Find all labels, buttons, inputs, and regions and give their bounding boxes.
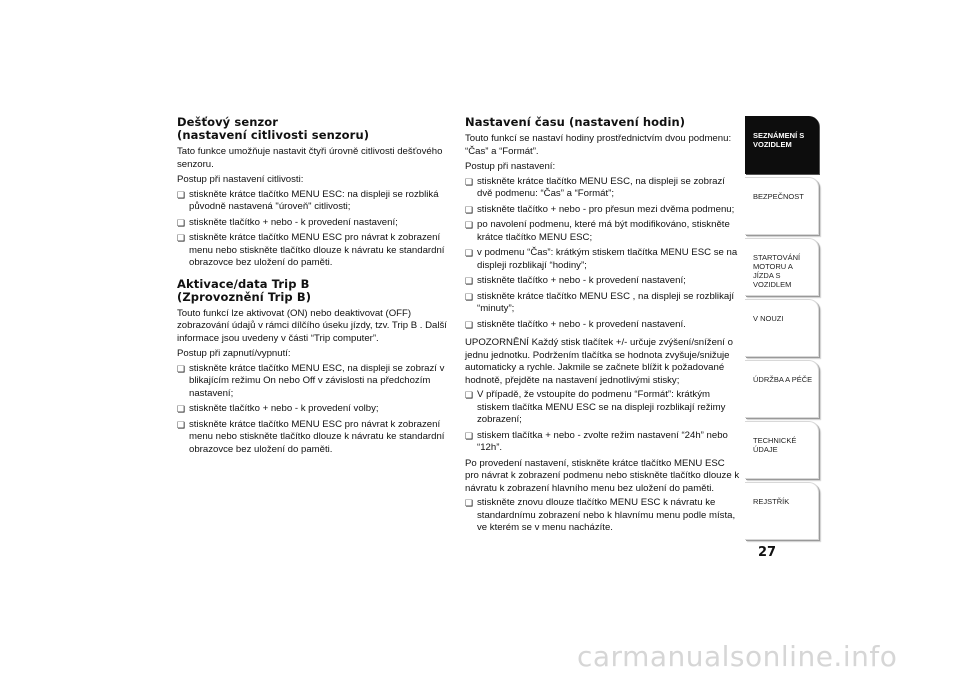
paragraph: Touto funkcí se nastaví hodiny prostřednictvím dvou podmenu: “Čas” a “Formát”. <box>465 133 732 157</box>
steps-label: Postup při nastavení: <box>465 161 556 172</box>
watermark: carmanualsonline.info <box>577 640 898 673</box>
bullet-list <box>465 389 740 455</box>
left-column <box>177 116 452 459</box>
tab-v-nouzi[interactable]: V NOUZI <box>745 299 819 357</box>
tab-rejstrik[interactable]: REJSTŘÍK <box>745 482 819 540</box>
steps-label: Postup při nastavení citlivosti: <box>177 174 304 185</box>
tab-udrzba-a-pece[interactable]: ÚDRŽBA A PÉČE <box>745 360 819 418</box>
section-title-time-setting: Nastavení času (nastavení hodin) <box>465 115 686 129</box>
list-item: ❏ po navolení podmenu, které má být modifikováno, stiskněte krátce tlačítko MENU ESC; <box>465 219 740 244</box>
list-item: ❏ stiskněte krátce tlačítko MENU ESC pro návrat k zobrazení menu nebo stiskněte tlačítko dlouze k návratu ke standardní obrazovce bez uložení do paměti. <box>177 232 452 270</box>
list-item: ❏ stiskněte tlačítko + nebo - pro přesun mezi dvěma podmenu; <box>465 204 740 217</box>
warning-note: UPOZORNĚNÍ Každý stisk tlačítek +/- určuje zvýšení/snížení o jednu jednotku. Podržením tlačítka se hodnota zvyšuje/snižuje automaticky a rychle. Jakmile se začnete blížit k požadované hodnotě, přejděte na nastavení jednotlivými stisky; <box>465 337 733 386</box>
tab-bezpecnost[interactable]: BEZPEČNOST <box>745 177 819 235</box>
list-item: ❏ stiskněte krátce tlačítko MENU ESC: na displeji se rozbliká původně nastavená "úroveň" citlivosti; <box>177 189 452 214</box>
right-column <box>465 116 740 538</box>
steps-label: Postup při zapnutí/vypnutí: <box>177 348 291 359</box>
bullet-list <box>465 176 740 332</box>
section-title-rain-sensor: Dešťový senzor (nastavení citlivosti senzoru) <box>177 115 370 142</box>
tab-startovani-motoru[interactable]: STARTOVÁNÍ MOTORU A JÍZDA S VOZIDLEM <box>745 238 819 296</box>
bullet-list <box>465 497 740 535</box>
list-item: ❏ stiskněte znovu dlouze tlačítko MENU ESC k návratu ke standardnímu zobrazení nebo k hlavnímu menu podle místa, ve kterém se v menu nacházíte. <box>465 497 740 535</box>
list-item: ❏ stiskněte tlačítko + nebo - k provedení nastavení; <box>177 217 452 230</box>
list-item: ❏ stiskněte krátce tlačítko MENU ESC , na displeji se rozblikají “minuty”; <box>465 291 740 316</box>
list-item: ❏ v podmenu “Čas”: krátkým stiskem tlačítka MENU ESC se na displeji rozblikají “hodiny”; <box>465 247 740 272</box>
page-number: 27 <box>758 545 777 560</box>
list-item: ❏ stiskem tlačítka + nebo - zvolte režim nastavení “24h” nebo “12h”. <box>465 430 740 455</box>
list-item: ❏ stiskněte krátce tlačítko MENU ESC pro návrat k zobrazení menu nebo stiskněte tlačítko dlouze k návratu ke standardní obrazovce bez uložení do paměti. <box>177 419 452 457</box>
tab-seznameni-s-vozidlem[interactable]: SEZNÁMENÍ S VOZIDLEM <box>745 116 819 174</box>
paragraph: Tato funkce umožňuje nastavit čtyři úrovně citlivosti dešťového senzoru. <box>177 146 443 170</box>
bullet-list <box>177 363 452 457</box>
paragraph: Touto funkcí lze aktivovat (ON) nebo deaktivovat (OFF) zobrazování údajů v rámci dílčího úseku jízdy, tzv. Trip B . Další informace jsou uvedeny v části “Trip computer”. <box>177 307 447 344</box>
tab-technicke-udaje[interactable]: TECHNICKÉ ÚDAJE <box>745 421 819 479</box>
list-item: ❏ V případě, že vstoupíte do podmenu “Formát”: krátkým stiskem tlačítka MENU ESC se na displeji rozblikají režimy zobrazení; <box>465 389 740 427</box>
paragraph: Po provedení nastavení, stiskněte krátce tlačítko MENU ESC pro návrat k zobrazení podmenu nebo stiskněte tlačítko dlouze k návratu k zobrazení hlavního menu bez uložení do paměti. <box>465 457 740 494</box>
list-item: ❏ stiskněte tlačítko + nebo - k provedení volby; <box>177 403 452 416</box>
list-item: ❏ stiskněte krátce tlačítko MENU ESC, na displeji se zobrazí v blikajícím režimu On nebo Off v závislosti na předchozím nastavení; <box>177 363 452 401</box>
chapter-tabs <box>745 116 819 543</box>
section-title-trip-b: Aktivace/data Trip B (Zprovoznění Trip B) <box>177 276 312 304</box>
list-item: ❏ stiskněte krátce tlačítko MENU ESC, na displeji se zobrazí dvě podmenu: “Čas” a “Formát”; <box>465 176 740 201</box>
bullet-list <box>177 189 452 270</box>
list-item: ❏ stiskněte tlačítko + nebo - k provedení nastavení; <box>465 275 740 288</box>
list-item: ❏ stiskněte tlačítko + nebo - k provedení nastavení. <box>465 319 740 332</box>
